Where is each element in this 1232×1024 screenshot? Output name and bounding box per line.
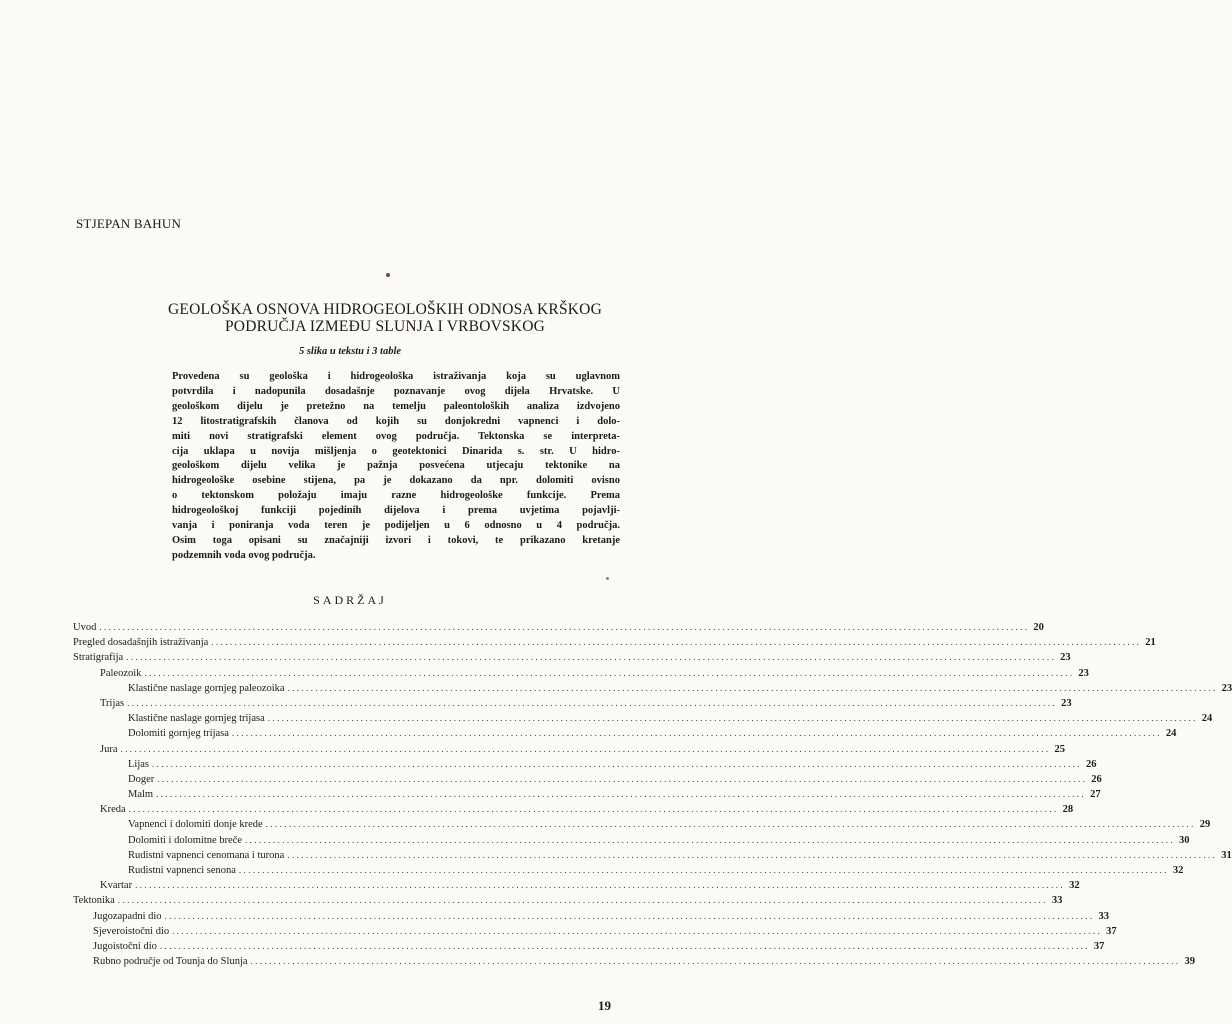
- toc-entry: [73, 758, 1097, 774]
- toc-entry-page: 26: [1091, 773, 1102, 785]
- author-name: STJEPAN BAHUN: [76, 216, 182, 231]
- toc-entry-label: Vapnenci i dolomiti donje krede: [128, 819, 263, 831]
- toc-entry-page: 23: [1061, 697, 1072, 709]
- abstract-line: o tektonskom položaju imaju razne hidrogeološke funkcije. Prema: [172, 490, 620, 502]
- toc-leader-dots: ........................................................................................................................................................................................................: [231, 728, 1162, 739]
- toc-entry-label: Lijas: [128, 758, 149, 770]
- article-title: [60, 301, 710, 335]
- toc-entry-page: 27: [1090, 789, 1101, 801]
- toc-leader-dots: ........................................................................................................................................................................................................: [267, 713, 1198, 724]
- toc-entry-label: Uvod: [73, 622, 97, 633]
- toc-entry-label: Klastične naslage gornjeg paleozoika: [128, 682, 285, 694]
- toc-leader-dots: ........................................................................................................................................................................................................: [156, 789, 1087, 800]
- toc-entry: [73, 637, 1156, 652]
- toc-entry: [73, 652, 1071, 667]
- toc-entry: [73, 925, 1117, 941]
- abstract-line: miti novi stratigrafski element ovog područja. Tektonska se interpreta-: [172, 430, 620, 442]
- toc-entry: [73, 910, 1110, 926]
- toc-leader-dots: ........................................................................................................................................................................................................: [172, 925, 1103, 936]
- contents-heading: SADRŽAJ: [313, 593, 387, 607]
- toc-entry-page: 24: [1165, 728, 1177, 740]
- abstract: [172, 370, 620, 564]
- toc-leader-dots: ........................................................................................................................................................................................................: [152, 758, 1082, 769]
- scan-speck: [606, 577, 609, 580]
- toc-entry-page: 33: [1051, 895, 1063, 907]
- toc-entry-page: 20: [1033, 622, 1044, 633]
- toc-entry-page: 30: [1179, 834, 1190, 846]
- toc-entry: [73, 682, 1232, 698]
- toc-entry-page: 23: [1078, 667, 1089, 679]
- toc-leader-dots: ........................................................................................................................................................................................................: [120, 743, 1051, 754]
- toc-leader-dots: ........................................................................................................................................................................................................: [238, 865, 1169, 875]
- toc-leader-dots: ........................................................................................................................................................................................................: [287, 682, 1218, 693]
- toc-entry-label: Doger: [128, 773, 155, 785]
- toc-entry: [73, 804, 1074, 819]
- abstract-line: Osim toga opisani su značajniji izvori i tokovi, te prikazano kretanje: [172, 534, 620, 546]
- toc-entry-label: Trijas: [100, 697, 125, 709]
- toc-leader-dots: ........................................................................................................................................................................................................: [126, 652, 1057, 663]
- toc-entry-label: Klastične naslage gornjeg trijasa: [128, 713, 265, 725]
- toc-leader-dots: ........................................................................................................................................................................................................: [135, 880, 1066, 891]
- toc-entry-page: 33: [1098, 910, 1110, 922]
- toc-entry-label: Kreda: [100, 804, 126, 816]
- toc-entry: [73, 865, 1184, 880]
- toc-entry: [73, 849, 1232, 865]
- toc-entry-page: 23: [1060, 652, 1071, 664]
- toc-leader-dots: ........................................................................................................................................................................................................: [157, 773, 1088, 784]
- toc-entry-label: Rudistni vapnenci cenomana i turona: [128, 849, 285, 861]
- toc-leader-dots: ........................................................................................................................................................................................................: [127, 697, 1058, 708]
- article-subtitle: 5 slika u tekstu i 3 table: [298, 346, 402, 357]
- toc-entry-page: 32: [1172, 865, 1184, 876]
- toc-entry-label: Paleozoik: [100, 667, 142, 679]
- toc-entry-page: 32: [1069, 880, 1080, 892]
- table-of-contents: [73, 622, 1232, 971]
- toc-entry-page: 24: [1201, 713, 1213, 725]
- toc-entry-page: 31: [1221, 849, 1232, 861]
- toc-entry: [73, 728, 1177, 743]
- abstract-line: cija uklapa u novija mišljenja o geotektonici Dinarida s. str. U hidro-: [172, 445, 620, 457]
- abstract-line: geološkom dijelu velika je pažnja posvećena utjecaju tektonike na: [172, 460, 620, 472]
- abstract-line: podzemnih voda ovog područja.: [172, 549, 316, 561]
- toc-entry: [73, 743, 1065, 759]
- toc-leader-dots: ........................................................................................................................................................................................................: [159, 940, 1090, 951]
- toc-entry-label: Stratigrafija: [73, 652, 124, 664]
- toc-entry-label: Dolomiti gornjeg trijasa: [128, 728, 229, 740]
- toc-entry-page: 23: [1221, 682, 1232, 694]
- toc-entry: [73, 956, 1196, 971]
- toc-leader-dots: ........................................................................................................................................................................................................: [164, 910, 1095, 921]
- toc-leader-dots: ........................................................................................................................................................................................................: [265, 819, 1196, 830]
- title-line: PODRUČJA IZMEĐU SLUNJA I VRBOVSKOG: [224, 318, 545, 335]
- decorative-dot: [386, 273, 390, 277]
- abstract-line: hidrogeološke osebine stijena, pa je dokazano da npr. dolomiti ovisno: [172, 475, 620, 487]
- toc-entry: [73, 667, 1089, 683]
- toc-entry: [73, 880, 1080, 895]
- toc-entry: [73, 819, 1211, 834]
- toc-leader-dots: ........................................................................................................................................................................................................: [245, 834, 1176, 845]
- toc-entry-page: 39: [1184, 956, 1196, 968]
- abstract-line: 12 litostratigrafskih članova od kojih su donjokredni vapnenci i dolo-: [172, 415, 620, 427]
- abstract-line: potvrdila i nadopunila dosadašnje poznavanje ovog dijela Hrvatske. U: [172, 385, 620, 397]
- toc-leader-dots: ........................................................................................................................................................................................................: [211, 637, 1142, 648]
- toc-entry-label: Jura: [100, 743, 118, 755]
- abstract-line: geološkom dijelu je pretežno na temelju paleontoloških analiza izdvojeno: [172, 400, 620, 412]
- abstract-line: hidrogeološkoj funkciji pojedinih dijelova i prema uvjetima pojavlji-: [172, 505, 620, 517]
- toc-entry: [73, 789, 1101, 804]
- toc-entry: [73, 940, 1105, 956]
- toc-entry-label: Tektonika: [73, 895, 115, 907]
- toc-entry-label: Jugozapadni dio: [93, 910, 162, 922]
- toc-entry-label: Rubno područje od Tounja do Slunja: [93, 956, 248, 968]
- toc-leader-dots: ........................................................................................................................................................................................................: [250, 956, 1181, 967]
- toc-entry-label: Kvartar: [100, 880, 133, 892]
- toc-entry-label: Rudistni vapnenci senona: [128, 865, 236, 876]
- toc-entry-page: 21: [1145, 637, 1156, 649]
- toc-leader-dots: ........................................................................................................................................................................................................: [99, 622, 1030, 632]
- toc-leader-dots: ........................................................................................................................................................................................................: [117, 895, 1048, 906]
- toc-leader-dots: ........................................................................................................................................................................................................: [128, 804, 1059, 815]
- toc-entry-label: Dolomiti i dolomitne breče: [128, 834, 243, 846]
- toc-entry: [73, 834, 1190, 850]
- toc-entry: [73, 713, 1213, 728]
- toc-entry: [73, 773, 1102, 789]
- toc-entry: [73, 697, 1072, 713]
- toc-entry-label: Malm: [128, 789, 154, 801]
- toc-entry-page: 26: [1086, 758, 1097, 770]
- toc-entry-page: 28: [1062, 804, 1074, 816]
- toc-leader-dots: ........................................................................................................................................................................................................: [144, 667, 1075, 678]
- toc-entry-label: Pregled dosadašnjih istraživanja: [73, 637, 209, 649]
- toc-entry: [73, 622, 1044, 637]
- toc-entry: [73, 895, 1063, 910]
- toc-entry-page: 37: [1106, 925, 1117, 937]
- toc-leader-dots: ........................................................................................................................................................................................................: [287, 849, 1218, 860]
- toc-entry-page: 37: [1093, 940, 1105, 952]
- toc-entry-label: Sjeveroistočni dio: [93, 925, 170, 937]
- page-number: 19: [598, 998, 611, 1013]
- toc-entry-page: 29: [1199, 819, 1211, 831]
- abstract-line: Provedena su geološka i hidrogeološka istraživanja koja su uglavnom: [172, 371, 620, 382]
- title-line: GEOLOŠKA OSNOVA HIDROGEOLOŠKIH ODNOSA KRŠKOG: [168, 301, 602, 318]
- toc-entry-label: Jugoistočni dio: [93, 940, 157, 952]
- abstract-line: vanja i poniranja voda teren je podijeljen u 6 odnosno u 4 područja.: [172, 520, 620, 532]
- toc-entry-page: 25: [1054, 743, 1065, 755]
